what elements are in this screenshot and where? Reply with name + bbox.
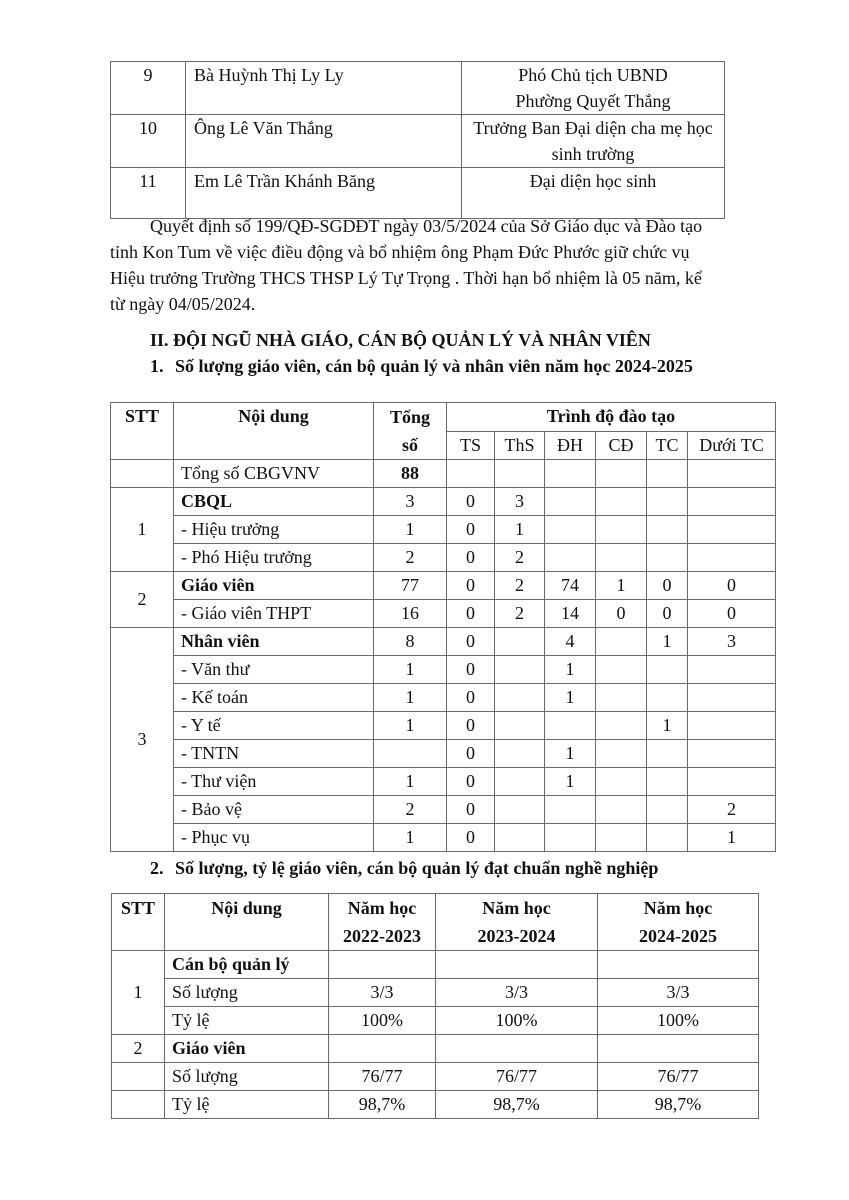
standard-stt: 1 xyxy=(112,951,165,1035)
group-stt: 2 xyxy=(111,572,174,628)
staff-value-duoi-tc: 3 xyxy=(688,628,776,656)
header-year-line1: Năm học xyxy=(482,898,551,918)
standard-stt: 2 xyxy=(112,1035,165,1063)
member-stt: 9 xyxy=(111,62,186,115)
standard-value: 98,7% xyxy=(329,1091,436,1119)
paragraph-line: từ ngày 04/05/2024. xyxy=(110,294,256,314)
staff-value-cd xyxy=(596,684,647,712)
standard-label: Số lượng xyxy=(165,979,329,1007)
staff-label: CBQL xyxy=(174,488,374,516)
staff-value-duoi-tc xyxy=(688,684,776,712)
staff-value-cd xyxy=(596,656,647,684)
staff-value-ts: 0 xyxy=(447,600,495,628)
member-name: Ông Lê Văn Thắng xyxy=(186,115,462,168)
header-year xyxy=(598,894,759,951)
header-year-line1: Năm học xyxy=(643,898,713,918)
staff-value-tc: 0 xyxy=(647,572,688,600)
staff-value-ts: 0 xyxy=(447,796,495,824)
group-stt: 1 xyxy=(111,488,174,572)
standard-row xyxy=(112,1007,759,1035)
staff-value-ths xyxy=(495,656,545,684)
staff-value-tc xyxy=(647,768,688,796)
standard-value xyxy=(436,951,598,979)
staff-value-total: 2 xyxy=(374,544,447,572)
staff-value-total: 1 xyxy=(374,656,447,684)
staff-value-total: 1 xyxy=(374,824,447,852)
standard-row xyxy=(112,1063,759,1091)
member-name: Em Lê Trần Khánh Băng xyxy=(186,168,462,219)
staff-row xyxy=(111,824,776,852)
member-name: Bà Huỳnh Thị Ly Ly xyxy=(186,62,462,115)
staff-row xyxy=(111,544,776,572)
staff-label: - Kế toán xyxy=(174,684,374,712)
standard-value: 76/77 xyxy=(436,1063,598,1091)
paragraph-line: Hiệu trưởng Trường THCS THSP Lý Tự Trọng . Thời hạn bổ nhiệm là 05 năm, kể xyxy=(110,268,702,288)
staff-value-dh: 4 xyxy=(545,628,596,656)
staff-value-duoi-tc: 0 xyxy=(688,572,776,600)
subsection-title: Số lượng, tỷ lệ giáo viên, cán bộ quản lý đạt chuẩn nghề nghiệp xyxy=(175,858,659,878)
staff-label: - Bảo vệ xyxy=(174,796,374,824)
standard-row xyxy=(112,951,759,979)
header-stt: STT xyxy=(111,403,174,460)
header-training: Trình độ đào tạo xyxy=(447,403,776,432)
standard-value xyxy=(598,1035,759,1063)
staff-value-total: 3 xyxy=(374,488,447,516)
staff-value-ths: 2 xyxy=(495,600,545,628)
member-stt: 10 xyxy=(111,115,186,168)
member-role xyxy=(462,115,725,168)
total-row xyxy=(111,460,776,488)
staff-value-total: 1 xyxy=(374,768,447,796)
staff-value-ts: 0 xyxy=(447,740,495,768)
staff-value-cd: 1 xyxy=(596,572,647,600)
member-row xyxy=(111,115,725,168)
staff-value-ths xyxy=(495,824,545,852)
staff-value-tc xyxy=(647,516,688,544)
staff-value-duoi-tc: 1 xyxy=(688,824,776,852)
standard-stt xyxy=(112,1063,165,1091)
standard-table-header-row xyxy=(112,894,759,951)
staff-value-cd xyxy=(596,628,647,656)
standard-label: Tỷ lệ xyxy=(165,1091,329,1119)
standard-value: 3/3 xyxy=(598,979,759,1007)
staff-value-ths: 2 xyxy=(495,572,545,600)
header-total-line1: Tổng xyxy=(389,407,431,427)
staff-row xyxy=(111,516,776,544)
member-role xyxy=(462,62,725,115)
standard-row xyxy=(112,1035,759,1063)
staff-label: - Văn thư xyxy=(174,656,374,684)
staff-value-ts: 0 xyxy=(447,516,495,544)
standard-value: 98,7% xyxy=(436,1091,598,1119)
staff-value-ts: 0 xyxy=(447,488,495,516)
staff-value-total: 77 xyxy=(374,572,447,600)
standard-row xyxy=(112,1091,759,1119)
staff-value-duoi-tc xyxy=(688,656,776,684)
standard-value xyxy=(329,951,436,979)
staff-value-tc: 0 xyxy=(647,600,688,628)
staff-value-dh xyxy=(545,796,596,824)
header-content: Nội dung xyxy=(174,403,374,460)
staff-value-cd xyxy=(596,824,647,852)
staff-value-dh xyxy=(545,544,596,572)
staff-value-cd: 0 xyxy=(596,600,647,628)
standard-value: 76/77 xyxy=(598,1063,759,1091)
staff-value-dh: 1 xyxy=(545,656,596,684)
standard-value: 76/77 xyxy=(329,1063,436,1091)
standard-label: Cán bộ quản lý xyxy=(165,951,329,979)
staff-value-duoi-tc: 2 xyxy=(688,796,776,824)
subsection-title: Số lượng giáo viên, cán bộ quản lý và nhân viên năm học 2024-2025 xyxy=(175,356,693,376)
staff-value-total: 1 xyxy=(374,712,447,740)
staff-value-duoi-tc: 0 xyxy=(688,600,776,628)
total-label: Tổng số CBGVNV xyxy=(174,460,374,488)
staff-label: - Y tế xyxy=(174,712,374,740)
subsection-2-heading xyxy=(150,855,658,881)
staff-table xyxy=(110,402,776,852)
staff-value-duoi-tc xyxy=(688,544,776,572)
staff-value-tc xyxy=(647,796,688,824)
staff-value-cd xyxy=(596,796,647,824)
member-role-line2: sinh trường xyxy=(551,144,635,164)
staff-row xyxy=(111,488,776,516)
staff-row xyxy=(111,768,776,796)
staff-value-cd xyxy=(596,488,647,516)
subsection-number: 2. xyxy=(150,858,164,878)
standard-value: 100% xyxy=(329,1007,436,1035)
staff-value-ths xyxy=(495,768,545,796)
standard-row xyxy=(112,979,759,1007)
staff-value-dh xyxy=(545,712,596,740)
staff-value-dh: 74 xyxy=(545,572,596,600)
staff-value-ths xyxy=(495,628,545,656)
member-role-line1: Đại diện học sinh xyxy=(529,171,657,191)
staff-row xyxy=(111,600,776,628)
staff-value-ths: 1 xyxy=(495,516,545,544)
staff-value-tc: 1 xyxy=(647,712,688,740)
header-total xyxy=(374,403,447,460)
staff-value-duoi-tc xyxy=(688,712,776,740)
header-level: Dưới TC xyxy=(688,431,776,460)
staff-value-duoi-tc xyxy=(688,488,776,516)
header-year xyxy=(329,894,436,951)
staff-row xyxy=(111,796,776,824)
standard-value: 100% xyxy=(436,1007,598,1035)
standard-value: 3/3 xyxy=(329,979,436,1007)
header-stt: STT xyxy=(112,894,165,951)
member-stt: 11 xyxy=(111,168,186,219)
staff-value-duoi-tc xyxy=(688,768,776,796)
standard-value: 3/3 xyxy=(436,979,598,1007)
staff-value-ts: 0 xyxy=(447,712,495,740)
staff-value-total: 8 xyxy=(374,628,447,656)
member-row xyxy=(111,168,725,219)
subsection-1-heading xyxy=(150,353,693,379)
staff-value-ths: 3 xyxy=(495,488,545,516)
staff-value-duoi-tc xyxy=(688,740,776,768)
staff-value-ts: 0 xyxy=(447,628,495,656)
staff-value-ths xyxy=(495,712,545,740)
staff-value-dh xyxy=(545,516,596,544)
staff-label: - Phó Hiệu trưởng xyxy=(174,544,374,572)
header-year-line2: 2023-2024 xyxy=(477,926,556,946)
standard-value xyxy=(436,1035,598,1063)
staff-value-ths xyxy=(495,796,545,824)
staff-table-header-row xyxy=(111,403,776,432)
staff-row xyxy=(111,740,776,768)
header-level: ĐH xyxy=(545,431,596,460)
decision-paragraph xyxy=(110,213,723,317)
staff-value-duoi-tc xyxy=(688,516,776,544)
staff-value-dh: 1 xyxy=(545,684,596,712)
staff-value-ts: 0 xyxy=(447,544,495,572)
member-role xyxy=(462,168,725,219)
members-table xyxy=(110,61,725,219)
paragraph-line: tỉnh Kon Tum về việc điều động và bổ nhiệm ông Phạm Đức Phước giữ chức vụ xyxy=(110,242,690,262)
section-heading: II. ĐỘI NGŨ NHÀ GIÁO, CÁN BỘ QUẢN LÝ VÀ NHÂN VIÊN xyxy=(150,330,651,350)
member-row xyxy=(111,62,725,115)
header-total-line2: số xyxy=(401,435,418,455)
staff-value-cd xyxy=(596,740,647,768)
header-year-line1: Năm học xyxy=(347,898,417,918)
staff-value-total: 16 xyxy=(374,600,447,628)
staff-value-ths xyxy=(495,684,545,712)
header-year-line2: 2024-2025 xyxy=(639,926,717,946)
staff-value-tc xyxy=(647,740,688,768)
standard-value xyxy=(329,1035,436,1063)
staff-value-tc xyxy=(647,488,688,516)
staff-row xyxy=(111,572,776,600)
staff-value-tc xyxy=(647,656,688,684)
header-level: CĐ xyxy=(596,431,647,460)
staff-value-ths xyxy=(495,740,545,768)
staff-value-tc xyxy=(647,544,688,572)
standard-table xyxy=(111,893,759,1119)
staff-row xyxy=(111,684,776,712)
staff-value-total: 2 xyxy=(374,796,447,824)
standard-value xyxy=(598,951,759,979)
header-year-line2: 2022-2023 xyxy=(343,926,421,946)
staff-label: - TNTN xyxy=(174,740,374,768)
group-stt: 3 xyxy=(111,628,174,852)
staff-value-tc xyxy=(647,684,688,712)
header-level: TS xyxy=(447,431,495,460)
staff-label: - Phục vụ xyxy=(174,824,374,852)
header-year xyxy=(436,894,598,951)
member-role-line1: Trưởng Ban Đại diện cha mẹ học xyxy=(473,118,713,138)
staff-label: - Thư viện xyxy=(174,768,374,796)
staff-label: - Hiệu trưởng xyxy=(174,516,374,544)
staff-value-dh xyxy=(545,824,596,852)
staff-label: Nhân viên xyxy=(174,628,374,656)
staff-value-ts: 0 xyxy=(447,656,495,684)
header-level: ThS xyxy=(495,431,545,460)
staff-row xyxy=(111,628,776,656)
total-value: 88 xyxy=(374,460,447,488)
staff-value-ths: 2 xyxy=(495,544,545,572)
subsection-number: 1. xyxy=(150,356,164,376)
staff-value-tc xyxy=(647,824,688,852)
staff-value-ts: 0 xyxy=(447,572,495,600)
staff-value-total xyxy=(374,740,447,768)
standard-label: Tỷ lệ xyxy=(165,1007,329,1035)
staff-value-dh: 14 xyxy=(545,600,596,628)
staff-value-cd xyxy=(596,516,647,544)
staff-value-tc: 1 xyxy=(647,628,688,656)
header-content: Nội dung xyxy=(165,894,329,951)
staff-value-dh: 1 xyxy=(545,740,596,768)
staff-value-cd xyxy=(596,544,647,572)
staff-label: Giáo viên xyxy=(174,572,374,600)
standard-stt xyxy=(112,1091,165,1119)
standard-value: 98,7% xyxy=(598,1091,759,1119)
staff-value-ts: 0 xyxy=(447,768,495,796)
staff-value-dh xyxy=(545,488,596,516)
header-level: TC xyxy=(647,431,688,460)
staff-row xyxy=(111,712,776,740)
staff-value-cd xyxy=(596,712,647,740)
staff-label: - Giáo viên THPT xyxy=(174,600,374,628)
staff-value-dh: 1 xyxy=(545,768,596,796)
standard-label: Giáo viên xyxy=(165,1035,329,1063)
staff-row xyxy=(111,656,776,684)
staff-value-ts: 0 xyxy=(447,824,495,852)
staff-value-total: 1 xyxy=(374,684,447,712)
standard-label: Số lượng xyxy=(165,1063,329,1091)
member-role-line2: Phường Quyết Thắng xyxy=(515,91,671,111)
staff-value-cd xyxy=(596,768,647,796)
standard-value: 100% xyxy=(598,1007,759,1035)
paragraph-line: Quyết định số 199/QĐ-SGDĐT ngày 03/5/2024 của Sở Giáo dục và Đào tạo xyxy=(150,216,703,236)
staff-value-total: 1 xyxy=(374,516,447,544)
staff-value-ts: 0 xyxy=(447,684,495,712)
member-role-line1: Phó Chủ tịch UBND xyxy=(518,65,668,85)
